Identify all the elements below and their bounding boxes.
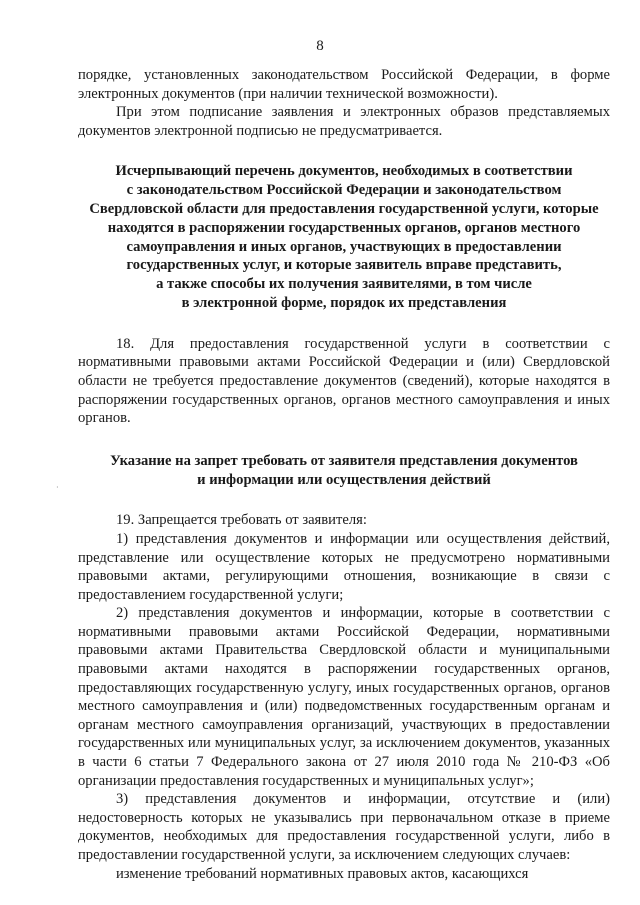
heading-line: находятся в распоряжении государственных органов, органов местного (107, 219, 581, 236)
section-19-item-3-sub-1: изменение требований нормативных правовых актов, касающихся (116, 865, 529, 882)
heading-line: а также способы их получения заявителями, в том числе (156, 276, 532, 293)
heading-line: с законодательством Российской Федерации и законодательством (126, 182, 562, 199)
heading-line: Указание на запрет требовать от заявителя представления документов (110, 452, 578, 469)
heading-line: Исчерпывающий перечень документов, необходимых в соответствии (115, 163, 573, 180)
heading-line: Свердловской области для предоставления государственной услуги, которые (89, 200, 599, 217)
spacer (78, 428, 610, 452)
section-19-intro: 19. Запрещается требовать от заявителя: (116, 512, 367, 529)
spacer (78, 140, 610, 162)
heading-line: и информации или осуществления действий (197, 471, 491, 488)
scan-artifact-dot: · (56, 483, 59, 492)
section-18-text: 18. Для предоставления государственной услуги в соответствии с нормативными правовыми актами Российской Федерации и (или) Свердловской области не требуется предоставление документов (сведений), которые находятся в распоряжении государственных органов, органов местного самоуправления и иных органов. (78, 335, 610, 427)
spacer (78, 313, 610, 335)
section-heading-documents-list (78, 162, 610, 312)
heading-line: государственных услуг, и которые заявитель вправе представить, (126, 257, 562, 274)
heading-line: в электронной форме, порядок их представления (181, 294, 507, 311)
section-19-item-2: 2) представления документов и информации, которые в соответствии с нормативными правовыми актами Российской Федерации, нормативными правовыми актами Правительства Свердловской области и муниципальными правовыми актами находятся в распоряжении государственных органов, предоставляющих государственную услугу, иных государственных органов, органов местного самоуправления и (или) подведомственных государственным органам и органам местного самоуправления организаций, участвующих в предоставлении государственных или муниципальных услуг, за исключением документов, указанных в части 6 статьи 7 Федерального закона от 27 июля 2010 года № 210-ФЗ «Об организации предоставления государственных и муниципальных услуг»; (78, 605, 610, 789)
paragraph-signature-note: При этом подписание заявления и электронных образов представляемых документов электронной подписью не предусматривается. (78, 104, 610, 139)
heading-line: самоуправления и иных органов, участвующих в предоставлении (126, 238, 562, 255)
page-content (78, 66, 610, 883)
section-19-item-1: 1) представления документов и информации или осуществления действий, представление или осуществление которых не предусмотрено нормативными правовыми актами, регулирующими отношения, возникающие в связи с предоставлением государственной услуги; (78, 530, 610, 603)
section-19-item-3: 3) представления документов и информации, отсутствие и (или) недостоверность которых не указывались при первоначальном отказе в приеме документов, необходимых для предоставления государственной услуги, либо в предоставлении государственной услуги, за исключением следующих случаев: (78, 791, 610, 863)
spacer (78, 489, 610, 511)
paragraph-continuation: порядке, установленных законодательством Российской Федерации, в форме электронных документов (при наличии технической возможности). (78, 67, 610, 102)
page-number: 8 (316, 38, 324, 54)
section-heading-prohibition (78, 452, 610, 490)
